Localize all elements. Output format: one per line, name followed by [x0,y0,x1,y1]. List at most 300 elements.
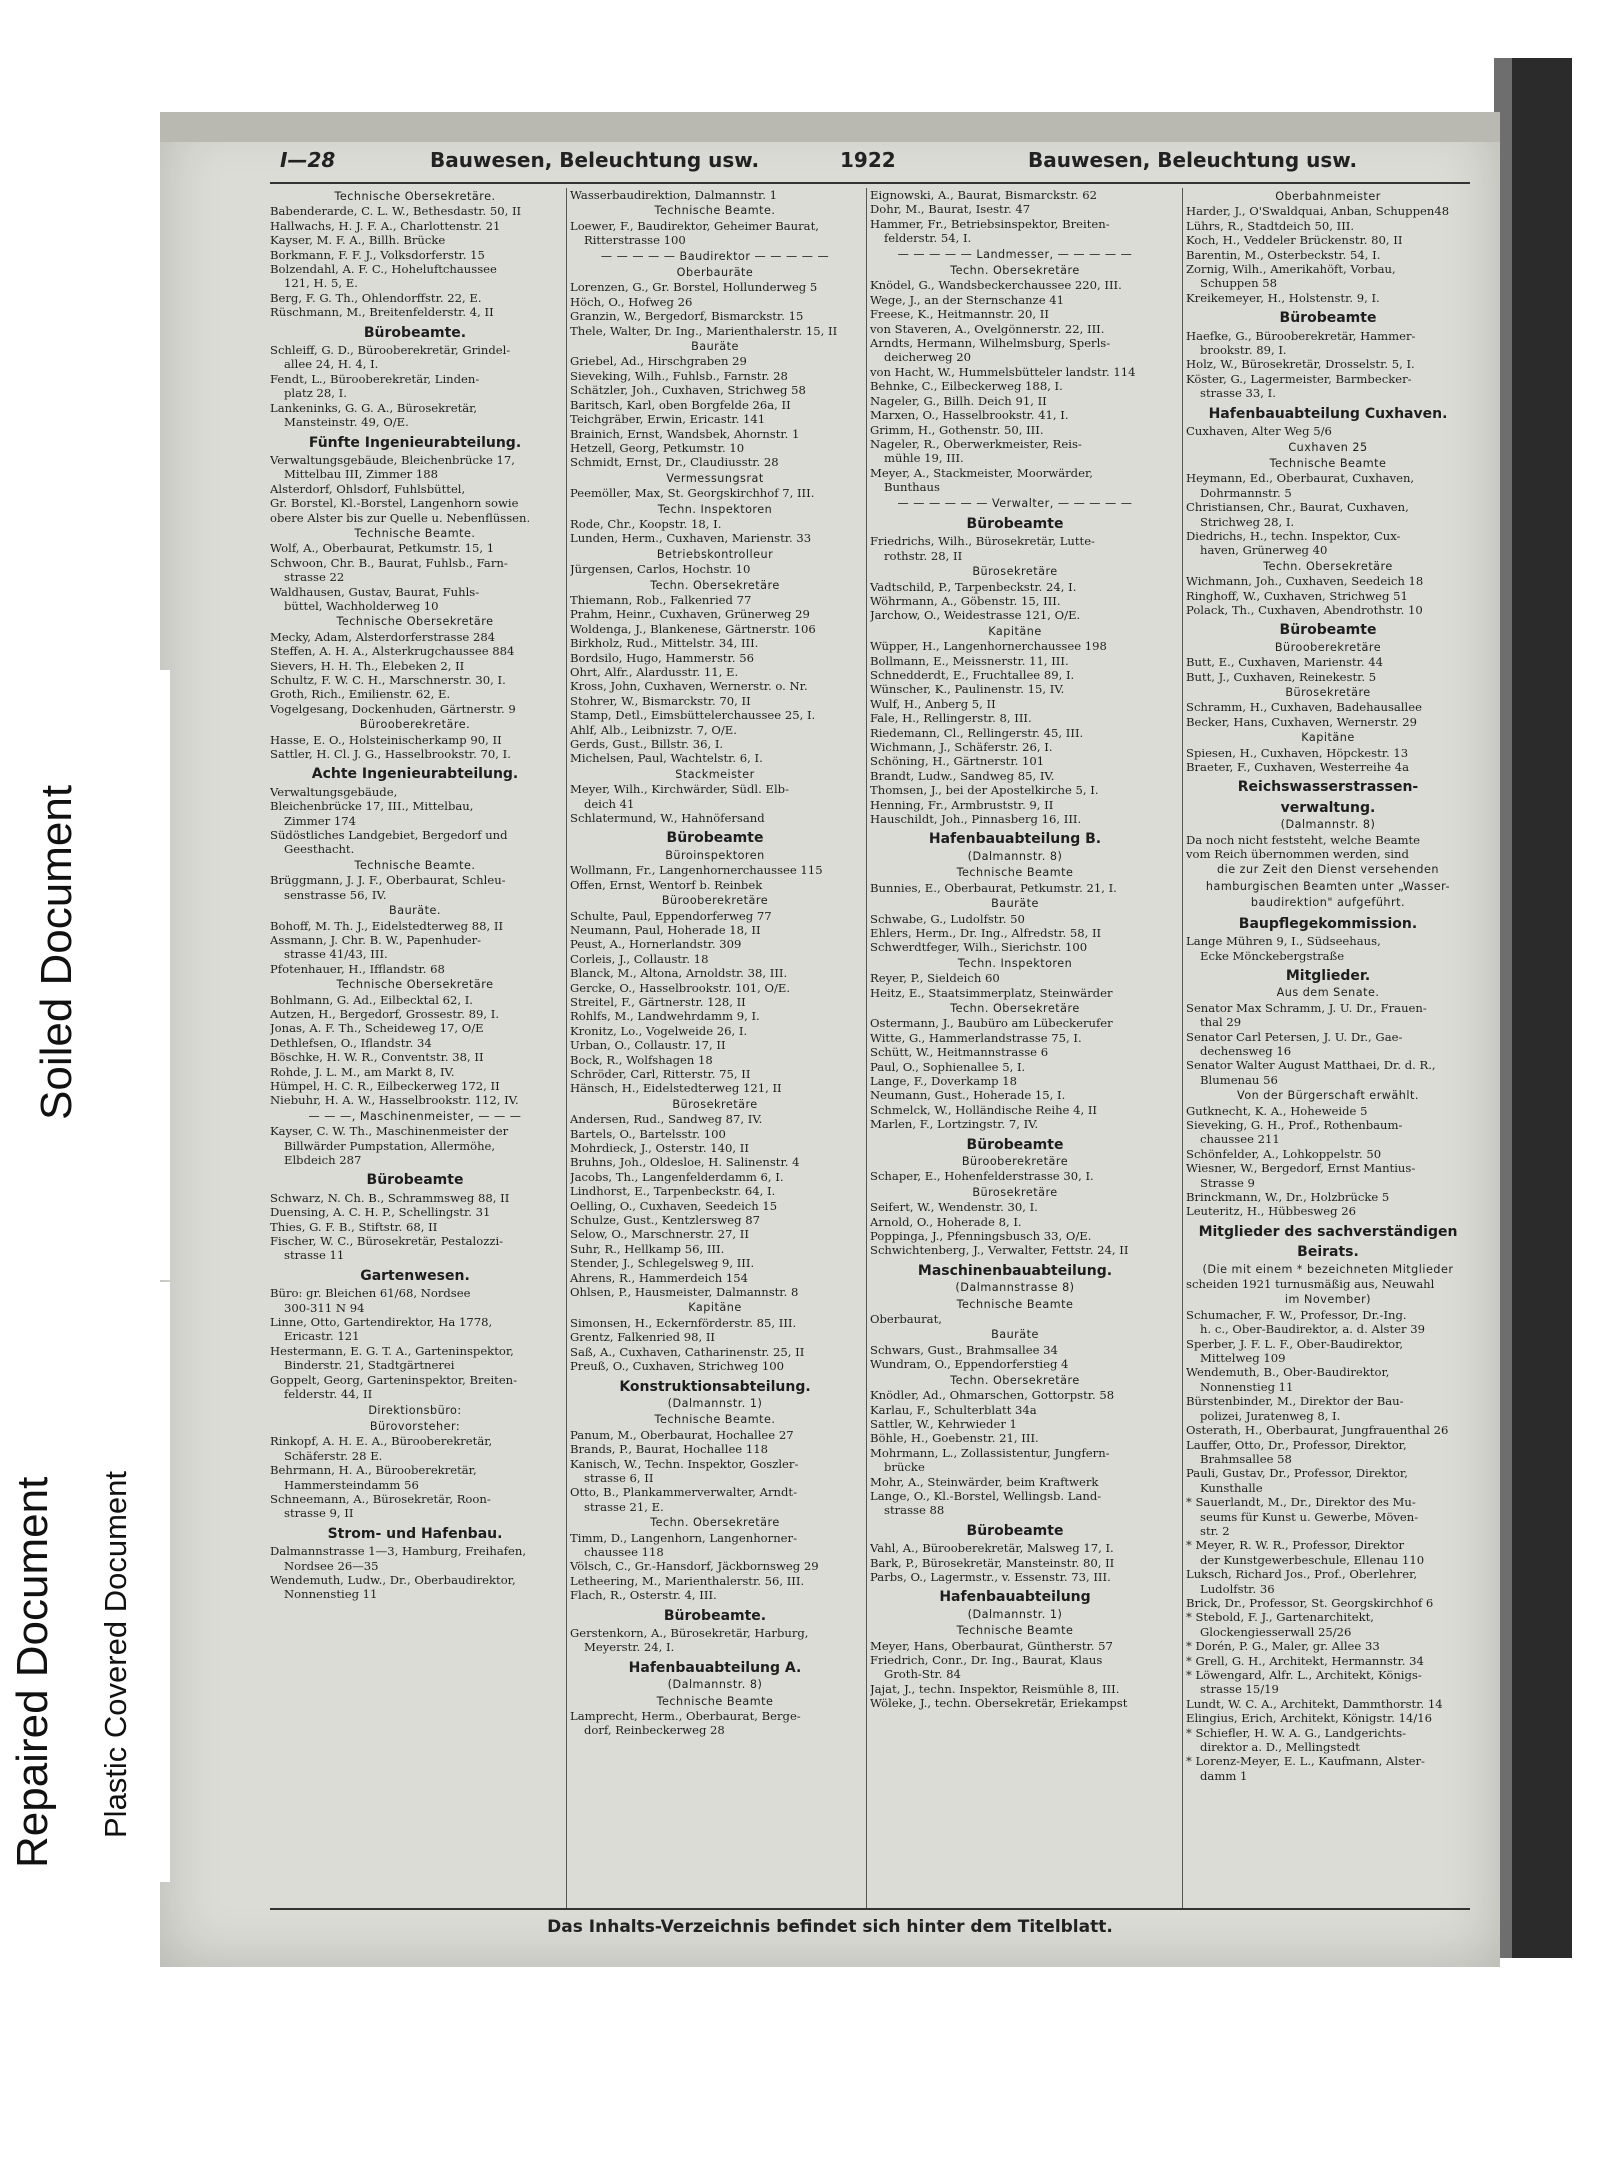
label-soiled-backing [0,670,170,1280]
scanner-edge [1512,58,1572,1958]
directory-entry: Butt, J., Cuxhaven, Reinekestr. 5 [1186,669,1377,684]
directory-entry: Grentz, Falkenried 98, II [570,1330,716,1345]
section-heading: Bürobeamte [966,1136,1064,1153]
directory-entry: Streitel, F., Gärtnerstr. 128, II [570,994,746,1009]
directory-entry: Schätzler, Joh., Cuxhaven, Strichweg 58 [570,383,806,398]
directory-entry: Polack, Th., Cuxhaven, Abendrothstr. 10 [1186,602,1423,617]
directory-entry: Kross, John, Cuxhaven, Wernerstr. o. Nr. [570,679,808,694]
directory-entry: Baritsch, Karl, oben Borgfelde 26a, II [570,397,791,412]
directory-entry: haven, Grünerweg 40 [1200,543,1328,558]
directory-entry: Sattler, H. Cl. J. G., Hasselbrookstr. 70, I. [270,747,511,762]
directory-entry: brookstr. 89, I. [1200,343,1287,358]
directory-entry: Strasse 9 [1200,1175,1255,1190]
directory-entry: Lankeninks, G. G. A., Bürosekretär, [270,400,478,415]
directory-entry: Hallwachs, H. J. F. A., Charlottenstr. 21 [270,218,501,233]
directory-entry: Bolzendahl, A. F. C., Hoheluftchaussee [270,262,497,277]
subsection-heading: Technische Beamte [956,1624,1074,1638]
directory-entry: Hestermann, E. G. T. A., Garteninspektor, [270,1343,514,1358]
directory-entry: * Stebold, F. J., Gartenarchitekt, [1186,1610,1374,1625]
directory-entry: Senator Walter August Matthaei, Dr. d. R., [1186,1058,1436,1073]
directory-entry: Schuppen 58 [1200,276,1277,291]
directory-entry: Becker, Hans, Cuxhaven, Wernerstr. 29 [1186,714,1417,729]
directory-entry: Otto, B., Plankammerverwalter, Arndt- [570,1485,798,1500]
directory-entry: polizei, Juratenweg 8, I. [1200,1408,1341,1423]
directory-entry: strasse 6, II [584,1470,654,1485]
directory-entry: Preuß, O., Cuxhaven, Strichweg 100 [570,1359,785,1374]
directory-entry: Meyer, Hans, Oberbaurat, Güntherstr. 57 [870,1638,1113,1653]
subsection-heading: Techn. Obersekretäre [950,1373,1080,1387]
section-heading: Gartenwesen. [360,1267,470,1284]
directory-entry: Ecke Mönckebergstraße [1200,948,1345,963]
directory-entry: Blumenau 56 [1200,1072,1278,1087]
directory-entry: Niebuhr, H. A. W., Hasselbrookstr. 112, IV. [270,1093,519,1108]
directory-entry: Billwärder Pumpstation, Allermöhe, [284,1138,496,1153]
directory-entry: 300-311 N 94 [284,1300,365,1315]
subsection-heading: Bürovorsteher: [369,1419,461,1433]
subsection-heading: (Dalmannstrasse 8) [955,1281,1075,1295]
directory-entry: * Löwengard, Alfr. L., Architekt, Königs- [1186,1668,1422,1682]
directory-entry: Bürstenbinder, M., Direktor der Bau- [1186,1394,1404,1409]
directory-entry: Bruhns, Joh., Oldesloe, H. Salinenstr. 4 [570,1155,800,1170]
directory-entry: Wiesner, W., Bergedorf, Ernst Mantius- [1186,1161,1416,1176]
directory-entry: Timm, D., Langenhorn, Langenhorner- [570,1530,797,1545]
directory-entry: Barentin, M., Osterbeckstr. 54, I. [1186,247,1381,262]
directory-entry: deich 41 [584,796,635,811]
directory-entry: Ohlsen, P., Hausmeister, Dalmannstr. 8 [570,1285,799,1300]
subsection-heading: Stackmeister [675,767,755,781]
subsection-heading: baudirektion" aufgeführt. [1250,896,1406,910]
directory-entry: Spiesen, H., Cuxhaven, Höpckestr. 13 [1186,745,1409,760]
section-heading: Hafenbauabteilung [939,1589,1091,1606]
section-heading: Achte Ingenieurabteilung. [311,766,519,783]
directory-entry: Peemöller, Max, St. Georgskirchhof 7, III. [570,486,815,501]
page-number: I—28 [280,148,336,172]
directory-entry: Ostermann, J., Baubüro am Lübeckerufer [870,1016,1113,1031]
directory-entry: Heitz, E., Staatsimmerplatz, Steinwärder [870,985,1113,1000]
directory-entry: Jacobs, Th., Langenfelderdamm 6, I. [570,1169,784,1184]
column-2 [570,188,860,1738]
directory-entry: Zimmer 174 [284,813,356,828]
directory-entry: * Grell, G. H., Architekt, Hermannstr. 34 [1186,1653,1424,1668]
directory-entry: Stender, J., Schlegelsweg 9, III. [570,1256,755,1271]
directory-entry: von Staveren, A., Ovelgönnerstr. 22, III. [870,321,1105,336]
directory-entry: Höch, O., Hofweg 26 [570,294,693,309]
directory-entry: Wöhrmann, A., Göbenstr. 15, III. [870,593,1061,608]
directory-entry: Brainich, Ernst, Wandsbek, Ahornstr. 1 [570,426,800,441]
directory-entry: Wöleke, J., techn. Obersekretär, Eriekampst [870,1696,1128,1711]
section-heading: Bürobeamte [966,515,1064,532]
directory-entry: Böschke, H. W. R., Conventstr. 38, II [270,1050,484,1065]
section-heading: Reichswasserstrassen- [1237,779,1419,796]
directory-entry: Schleiff, G. D., Bürooberekretär, Grindel- [270,343,511,358]
directory-entry: Verwaltungsgebäude, [270,784,398,799]
directory-entry: Da noch nicht feststeht, welche Beamte [1186,832,1420,847]
directory-entry: Diedrichs, H., techn. Inspektor, Cux- [1186,528,1401,543]
directory-entry: Letheering, M., Marienthalerstr. 56, III. [570,1573,805,1588]
subsection-heading: Techn. Obersekretäre [950,264,1080,278]
directory-entry: Mansteinstr. 49, O/E. [284,415,409,430]
subsection-heading: Bürosekretäre [972,1185,1058,1199]
subsection-heading: Direktionsbüro: [368,1403,462,1417]
section-heading: Hafenbauabteilung B. [928,831,1102,848]
directory-entry: Strichweg 28, I. [1200,514,1295,529]
directory-entry: strasse 33, I. [1200,386,1276,401]
directory-entry: Assmann, J. Chr. B. W., Papenhuder- [270,932,482,947]
directory-entry: Groth-Str. 84 [884,1667,961,1682]
directory-entry: deicherweg 20 [884,350,971,365]
directory-entry: Ahlf, Alb., Leibnizstr. 7, O/E. [570,722,737,737]
directory-entry: Parbs, O., Lagermstr., v. Essenstr. 73, III. [870,1569,1111,1584]
directory-entry: Meyerstr. 24, I. [584,1640,675,1655]
directory-entry: Wege, J., an der Sternschanze 41 [870,292,1065,307]
directory-entry: Leuteritz, H., Hübbesweg 26 [1186,1204,1356,1219]
footer-note: Das Inhalts-Verzeichnis befindet sich hinter dem Titelblatt. [547,1917,1113,1937]
directory-entry: senstrasse 56, IV. [284,887,387,902]
directory-entry: Gercke, O., Hasselbrookstr. 101, O/E. [570,980,791,995]
directory-entry: Wichmann, J., Schäferstr. 26, I. [870,740,1053,755]
directory-entry: allee 24, H. 4, I. [284,357,379,372]
subsection-heading: Technische Beamte [656,1694,774,1708]
directory-entry: Nageler, G., Billh. Deich 91, II [870,393,1047,408]
directory-entry: Groth, Rich., Emilienstr. 62, E. [270,687,451,702]
directory-entry: Borkmann, F. F. J., Volksdorferstr. 15 [270,247,485,262]
directory-entry: Schulze, Gust., Kentzlersweg 87 [570,1213,760,1228]
directory-entry: Wendemuth, B., Ober-Baudirektor, [1186,1365,1390,1380]
directory-entry: Pfotenhauer, H., Ifflandstr. 68 [270,961,445,976]
subsection-heading: (Dalmannstr. 1) [967,1607,1063,1621]
directory-entry: * Sauerlandt, M., Dr., Direktor des Mu- [1186,1495,1416,1510]
directory-entry: Offen, Ernst, Wentorf b. Reinbek [570,877,763,892]
directory-entry: Rode, Chr., Koopstr. 18, I. [570,516,722,531]
directory-entry: Bunnies, E., Oberbaurat, Petkumstr. 21, I. [870,880,1117,895]
directory-entry: Schmelck, W., Holländische Reihe 4, II [870,1102,1097,1117]
directory-entry: Lindhorst, E., Tarpenbeckstr. 64, I. [570,1184,776,1199]
subsection-heading: — — — — — Landmesser, — — — — — [897,247,1133,261]
directory-entry: Schwichtenberg, J., Verwalter, Fettstr. 24, II [870,1243,1129,1258]
subsection-heading: (Dalmannstr. 1) [667,1396,763,1410]
directory-entry: Senator Carl Petersen, J. U. Dr., Gae- [1186,1029,1403,1044]
directory-entry: Woldenga, J., Blankenese, Gärtnerstr. 106 [570,621,816,636]
directory-entry: Schramm, H., Cuxhaven, Badehausallee [1186,700,1422,715]
right-running-title: Bauwesen, Beleuchtung usw. [1028,148,1358,172]
directory-entry: Blanck, M., Altona, Arnoldstr. 38, III. [570,966,788,981]
label-repaired: Repaired Document [8,1476,57,1868]
directory-entry: Wasserbaudirektion, Dalmannstr. 1 [570,188,778,202]
directory-entry: Harder, J., O'Swaldquai, Anban, Schuppen48 [1186,204,1450,219]
subsection-heading: (Dalmannstr. 8) [667,1678,763,1692]
directory-entry: Kayser, M. F. A., Billh. Brücke [270,233,446,248]
directory-entry: Knödler, Ad., Ohmarschen, Gottorpstr. 58 [870,1388,1115,1403]
subsection-heading: im November) [1284,1293,1372,1307]
directory-entry: Vadtschild, P., Tarpenbeckstr. 24, I. [870,579,1077,594]
directory-entry: Verwaltungsgebäude, Bleichenbrücke 17, [270,452,515,467]
directory-entry: Saß, A., Cuxhaven, Catharinenstr. 25, II [570,1344,805,1359]
directory-entry: Schwoon, Chr. B., Baurat, Fuhlsb., Farn- [270,555,508,570]
label-soiled: Soiled Document [32,784,81,1120]
directory-entry: Ritterstrasse 100 [584,233,686,248]
directory-entry: Bohlmann, G. Ad., Eilbecktal 62, I. [270,992,473,1007]
directory-entry: Zornig, Wilh., Amerikahöft, Vorbau, [1186,262,1396,277]
directory-entry: Bunthaus [884,480,940,495]
directory-entry: Kayser, C. W. Th., Maschinenmeister der [270,1124,509,1139]
directory-entry: Nageler, R., Oberwerkmeister, Reis- [870,436,1082,451]
directory-entry: Holz, W., Bürosekretär, Drosselstr. 5, I. [1186,357,1415,372]
directory-entry: Brick, Dr., Professor, St. Georgskirchhof 6 [1186,1595,1434,1610]
directory-entry: Jürgensen, Carlos, Hochstr. 10 [570,562,751,577]
subsection-heading: Bürooberekretäre [661,894,769,908]
directory-entry: Lundt, W. C. A., Architekt, Dammthorstr. 14 [1186,1696,1443,1711]
directory-entry: Neumann, Gust., Hoherade 15, I. [870,1088,1066,1103]
directory-entry: Völsch, C., Gr.-Hansdorf, Jäckbornsweg 29 [570,1559,819,1574]
directory-entry: Schulte, Paul, Eppendorferweg 77 [570,908,772,923]
directory-entry: Haefke, G., Bürooberekretär, Hammer- [1186,328,1416,343]
directory-entry: Schöning, H., Gärtnerstr. 101 [870,754,1045,769]
subsection-heading: Technische Beamte. [654,204,776,218]
directory-entry: Jarchow, O., Weidestrasse 121, O/E. [870,608,1081,623]
directory-entry: Schönfelder, A., Lohkoppelstr. 50 [1186,1146,1382,1161]
directory-entry: Birkholz, Rud., Mittelstr. 34, III. [570,636,759,651]
directory-entry: Kreikemeyer, H., Holstenstr. 9, I. [1186,290,1380,305]
directory-entry: Arndts, Hermann, Wilhelmsburg, Sperls- [870,336,1111,351]
directory-entry: strasse 41/43, III. [284,947,388,962]
directory-entry: Butt, E., Cuxhaven, Marienstr. 44 [1186,655,1384,670]
directory-entry: Mittelweg 109 [1200,1351,1286,1366]
directory-entry: Brinckmann, W., Dr., Holzbrücke 5 [1186,1190,1390,1204]
directory-entry: Meyer, Wilh., Kirchwärder, Südl. Elb- [570,782,790,797]
directory-entry: Mittelbau III, Zimmer 188 [284,467,439,482]
directory-entry: Brandt, Ludw., Sandweg 85, IV. [870,768,1055,783]
subsection-heading: Aus dem Senate. [1276,986,1380,1000]
directory-entry: Sperber, J. F. L. F., Ober-Baudirektor, [1186,1336,1404,1351]
subsection-heading: Techn. Inspektoren [657,502,773,516]
directory-entry: Braeter, F., Cuxhaven, Westerreihe 4a [1186,760,1410,775]
directory-entry: Senator Max Schramm, J. U. Dr., Frauen- [1186,1000,1427,1015]
section-heading: Hafenbauabteilung Cuxhaven. [1208,405,1448,422]
directory-entry: Wüpper, H., Langenhornerchaussee 198 [870,639,1107,654]
directory-entry: Simonsen, H., Eckernförderstr. 85, III. [570,1315,797,1330]
directory-entry: Wulf, H., Anberg 5, II [870,696,996,711]
directory-entry: Steffen, A. H. A., Alsterkrugchaussee 884 [270,644,515,659]
directory-entry: Brahmsallee 58 [1200,1451,1292,1466]
directory-entry: Hauschildt, Joh., Pinnasberg 16, III. [870,812,1082,827]
directory-entry: Lamprecht, Herm., Oberbaurat, Berge- [570,1709,801,1724]
subsection-heading: Cuxhaven 25 [1288,440,1368,454]
directory-entry: Meyer, A., Stackmeister, Moorwärder, [870,465,1093,480]
directory-entry: Loewer, F., Baudirektor, Geheimer Baurat, [570,218,819,233]
directory-entry: Panum, M., Oberbaurat, Hochallee 27 [570,1427,794,1442]
directory-entry: Dalmannstrasse 1—3, Hamburg, Freihafen, [270,1544,527,1559]
subsection-heading: Bürosekretäre [1285,686,1371,699]
directory-entry: seums für Kunst u. Gewerbe, Möven- [1200,1509,1419,1524]
directory-entry: Witte, G., Hammerlandstrasse 75, I. [870,1030,1082,1045]
directory-entry: Paul, O., Sophienallee 5, I. [870,1059,1026,1074]
subsection-heading: Technische Beamte [956,866,1074,880]
subsection-heading: Techn. Inspektoren [957,956,1073,970]
directory-entry: Geesthacht. [284,842,355,857]
subsection-heading: Bürooberekretäre [961,1155,1069,1168]
directory-entry: Brands, P., Baurat, Hochallee 118 [570,1442,768,1457]
section-heading: Bürobeamte [366,1172,464,1189]
directory-entry: Reyer, P., Sieldeich 60 [870,971,1000,986]
section-heading: Strom- und Hafenbau. [327,1525,503,1542]
directory-entry: Fendt, L., Bürooberekretär, Linden- [270,371,480,386]
directory-entry: obere Alster bis zur Quelle u. Nebenflüssen. [270,510,531,525]
directory-entry: Schäferstr. 28 E. [284,1448,383,1463]
directory-entry: Marxen, O., Hasselbrookstr. 41, I. [870,408,1069,423]
subsection-heading: Betriebskontrolleur [656,547,774,561]
directory-entry: damm 1 [1200,1768,1248,1783]
directory-entry: Schaper, E., Hohenfelderstrasse 30, I. [870,1169,1094,1184]
directory-entry: Ehlers, Herm., Dr. Ing., Alfredstr. 58, II [870,925,1102,940]
directory-entry: Schwars, Gust., Brahmsallee 34 [870,1342,1058,1357]
directory-entry: Pauli, Gustav, Dr., Professor, Direktor, [1186,1466,1408,1481]
directory-entry: Suhr, R., Hellkamp 56, III. [570,1241,725,1256]
section-heading: Bürobeamte [1279,622,1377,639]
section-heading: verwaltung. [1280,799,1376,816]
directory-entry: Grimm, H., Gothenstr. 50, III. [870,422,1044,437]
subsection-heading: Oberbahnmeister [1275,190,1381,203]
directory-entry: Schröder, Carl, Ritterstr. 75, II [570,1066,751,1081]
section-heading: Baupflegekommission. [1238,915,1418,932]
subsection-heading: Techn. Obersekretäre [950,1001,1080,1015]
directory-entry: Mecky, Adam, Alsterdorferstrasse 284 [270,629,496,644]
directory-entry: Babenderarde, C. L. W., Bethesdastr. 50, II [270,204,522,219]
directory-entry: Schneemann, A., Bürosekretär, Roon- [270,1491,491,1506]
directory-entry: Bollmann, E., Meissnerstr. 11, III. [870,653,1069,668]
directory-entry: Griebel, Ad., Hirschgraben 29 [570,354,747,369]
directory-entry: Neumann, Paul, Hoherade 18, II [570,922,761,937]
directory-entry: Lauffer, Otto, Dr., Professor, Direktor, [1186,1437,1407,1452]
directory-entry: Gerstenkorn, A., Bürosekretär, Harburg, [570,1626,809,1640]
directory-entry: Lange, F., Doverkamp 18 [870,1073,1018,1088]
directory-entry: rothstr. 28, II [884,548,963,563]
section-heading: Maschinenbauabteilung. [917,1262,1113,1279]
directory-entry: Büro: gr. Bleichen 61/68, Nordsee [270,1286,471,1301]
directory-entry: Bartels, O., Bartelsstr. 100 [570,1126,726,1141]
subsection-heading: — — — — — — Verwalter, — — — — — [897,496,1133,510]
directory-entry: Nonnenstieg 11 [284,1587,378,1602]
directory-entry: Behrmann, H. A., Bürooberekretär, [270,1463,477,1478]
directory-entry: Mohrmann, L., Zollassistentur, Jungfern- [870,1445,1110,1460]
directory-entry: Granzin, W., Bergedorf, Bismarckstr. 15 [570,309,804,324]
directory-entry: Schwerdtfeger, Wilh., Sierichstr. 100 [870,940,1088,955]
section-heading: Bürobeamte [1279,310,1377,327]
directory-entry: Lorenzen, G., Gr. Borstel, Hollunderweg 5 [570,280,818,295]
directory-entry: Osterath, H., Oberbaurat, Jungfrauenthal 26 [1186,1423,1449,1438]
directory-entry: strasse 22 [284,570,345,585]
directory-entry: * Schiefler, H. W. A. G., Landgerichts- [1186,1725,1407,1740]
year: 1922 [840,148,896,172]
page-top-band [160,112,1500,142]
column-divider [866,188,867,1908]
directory-entry: Elingius, Erich, Architekt, Königstr. 14/16 [1186,1711,1433,1726]
directory-entry: Oelling, O., Cuxhaven, Seedeich 15 [570,1198,778,1213]
directory-entry: Vogelgesang, Dockenhuden, Gärtnerstr. 9 [270,701,516,716]
directory-entry: Prahm, Heinr., Cuxhaven, Grünerweg 29 [570,607,810,622]
directory-entry: der Kunstgewerbeschule, Ellenau 110 [1200,1552,1425,1567]
directory-entry: Sievers, H. H. Th., Elebeken 2, II [270,658,465,673]
directory-entry: Hasse, E. O., Holsteinischerkamp 90, II [270,732,502,747]
directory-entry: Hammersteindamm 56 [284,1477,419,1492]
section-heading: Mitglieder des sachverständigen [1198,1223,1458,1240]
directory-entry: Jajat, J., techn. Inspektor, Reismühle 8, III. [870,1681,1120,1696]
directory-entry: Hetzell, Georg, Petkumstr. 10 [570,440,745,455]
subsection-heading: (Die mit einem * bezeichneten Mitglieder [1202,1262,1454,1276]
directory-entry: Schwabe, G., Ludolfstr. 50 [870,911,1025,926]
directory-entry: Luksch, Richard Jos., Prof., Oberlehrer, [1186,1567,1418,1582]
directory-entry: Marlen, F., Lortzingstr. 7, IV. [870,1117,1039,1132]
directory-entry: Henning, Fr., Armbruststr. 9, II [870,797,1054,812]
directory-entry: Arnold, O., Hoherade 8, I. [870,1214,1022,1229]
directory-entry: Rohde, J. L. M., am Markt 8, IV. [270,1064,455,1079]
directory-entry: Dohrmannstr. 5 [1200,485,1292,500]
directory-entry: Selow, O., Marschnerstr. 27, II [570,1227,749,1242]
directory-entry: Karlau, F., Schulterblatt 34a [870,1402,1037,1417]
directory-entry: Knödel, G., Wandsbeckerchaussee 220, III. [870,278,1122,293]
subsection-heading: Bauräte [691,340,739,354]
directory-entry: vom Reich übernommen werden, sind [1186,847,1409,862]
directory-entry: Heymann, Ed., Oberbaurat, Cuxhaven, [1186,471,1415,486]
subsection-heading: Büroinspektoren [665,848,765,862]
subsection-heading: Technische Beamte. [654,1413,776,1427]
directory-entry: str. 2 [1200,1523,1230,1538]
directory-entry: Kunsthalle [1200,1480,1263,1495]
directory-entry: Seifert, W., Wendenstr. 30, I. [870,1200,1038,1215]
section-heading: Konstruktionsabteilung. [619,1378,811,1395]
directory-entry: dechensweg 16 [1200,1043,1292,1058]
directory-entry: Hänsch, H., Eidelstedterweg 121, II [570,1081,782,1096]
directory-entry: Berg, F. G. Th., Ohlendorffstr. 22, E. [270,290,482,305]
subsection-heading: — — — — — Baudirektor — — — — — [600,249,830,263]
directory-entry: Behnke, C., Eilbeckerweg 188, I. [870,379,1063,394]
directory-entry: Andersen, Rud., Sandweg 87, IV. [570,1112,763,1127]
directory-entry: von Hacht, W., Hummelsbütteler landstr. 114 [870,364,1136,379]
directory-entry: Bleichenbrücke 17, III., Mittelbau, [270,799,474,814]
directory-entry: Christiansen, Chr., Baurat, Cuxhaven, [1186,500,1409,515]
directory-entry: * Meyer, R. W. R., Professor, Direktor [1186,1538,1405,1553]
directory-entry: felderstr. 54, I. [884,231,972,246]
directory-entry: Autzen, H., Bergedorf, Grossestr. 89, I. [270,1006,500,1021]
directory-entry: Alsterdorf, Ohlsdorf, Fuhlsbüttel, [270,481,466,496]
directory-entry: Rüschmann, M., Breitenfelderstr. 4, II [270,305,494,320]
directory-entry: Friedrichs, Wilh., Bürosekretär, Lutte- [870,534,1095,549]
directory-entry: felderstr. 44, II [284,1387,373,1402]
header-rule [270,182,1470,184]
directory-entry: Nonnenstieg 11 [1200,1379,1294,1394]
directory-entry: mühle 19, III. [884,451,964,466]
directory-entry: Thele, Walter, Dr. Ing., Marienthalerstr. 15, II [570,323,838,338]
directory-entry: Schultz, F. W. C. H., Marschnerstr. 30, I. [270,673,506,687]
directory-entry: Elbdeich 287 [284,1153,362,1167]
directory-entry: Poppinga, J., Pfenningsbusch 33, O/E. [870,1229,1092,1244]
directory-entry: Hammer, Fr., Betriebsinspektor, Breiten- [870,216,1110,231]
directory-entry: Fale, H., Rellingerstr. 8, III. [870,711,1032,726]
directory-entry: Schwarz, N. Ch. B., Schrammsweg 88, II [270,1190,510,1205]
directory-entry: Fischer, W. C., Bürosekretär, Pestalozzi- [270,1234,504,1249]
subsection-heading: Bürooberekretäre [1274,640,1382,654]
directory-entry: Lührs, R., Stadtdeich 50, III. [1186,218,1355,233]
directory-entry: Thomsen, J., bei der Apostelkirche 5, I. [870,783,1099,798]
directory-entry: strasse 21, E. [584,1499,664,1514]
subsection-heading: hamburgischen Beamten unter „Wasser- [1205,879,1451,893]
directory-entry: Sieveking, Wilh., Fuhlsb., Farnstr. 28 [570,368,788,383]
section-heading: Fünfte Ingenieurabteilung. [308,434,522,451]
directory-entry: Stohrer, W., Bismarckstr. 70, II [570,693,751,708]
directory-entry: Rinkopf, A. H. E. A., Bürooberekretär, [270,1434,493,1449]
directory-entry: strasse 88 [884,1503,945,1518]
subsection-heading: Techn. Obersekretäre [1263,559,1393,573]
directory-entry: Oberbaurat, [870,1312,942,1327]
